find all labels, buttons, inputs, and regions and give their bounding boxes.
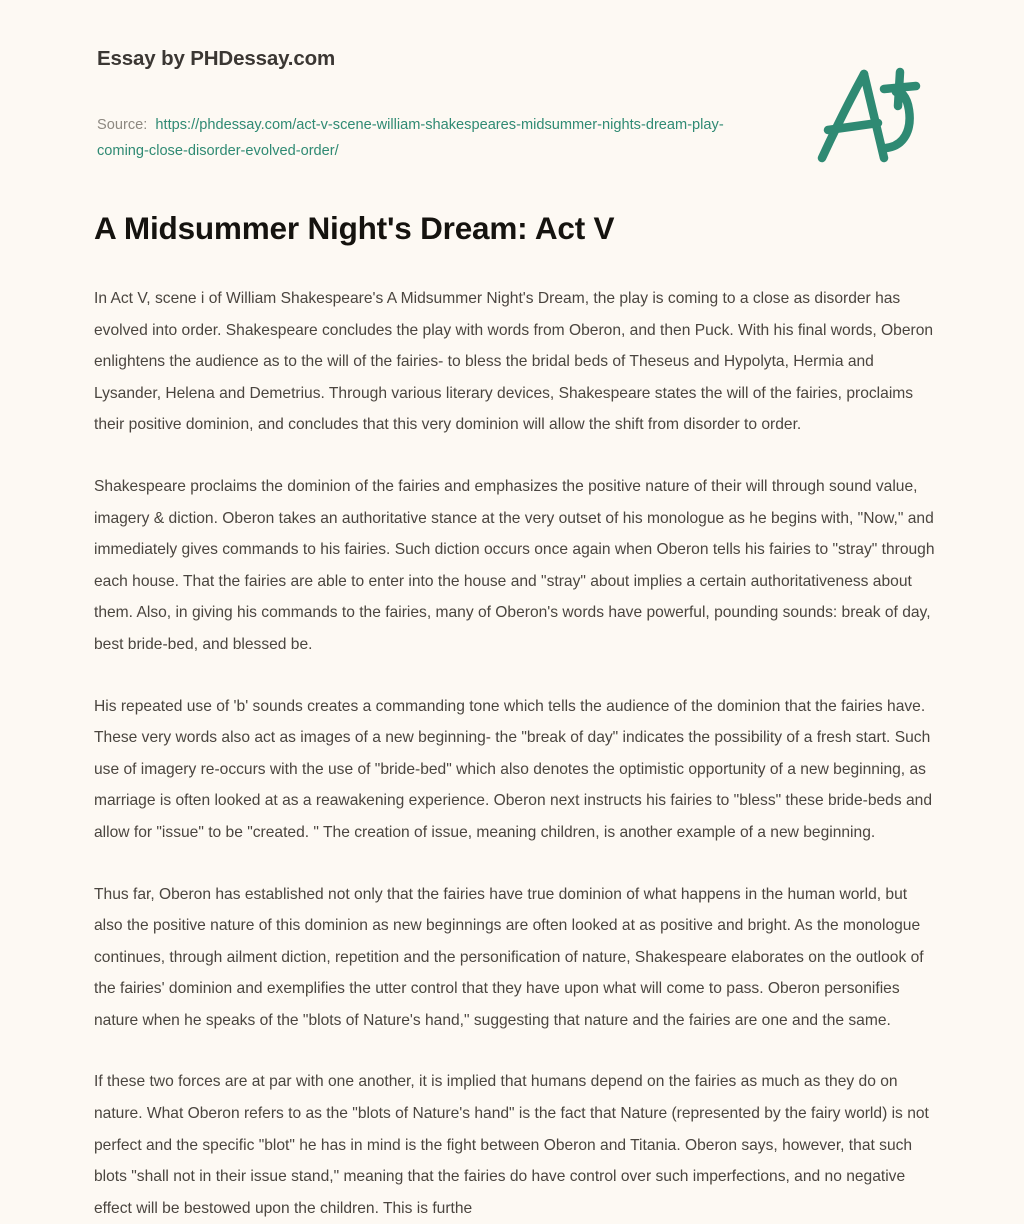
brand-byline: Essay by PHDessay.com bbox=[97, 47, 336, 70]
body-paragraph: In Act V, scene i of William Shakespeare's A Midsummer Night's Dream, the play is coming to a close as disorder has evolved into order. Shakespeare concludes the play with words from Oberon, and then Puck. With his final words, Oberon enlightens the audience as to the will of the fairies- to bless the bridal beds of Theseus and Hypolyta, Hermia and Lysander, Helena and Demetrius. Through various literary devices, Shakespeare states the will of the fairies, proclaims their positive dominion, and concludes that this very dominion will allow the shift from disorder to order. bbox=[94, 290, 934, 434]
body-paragraph: Shakespeare proclaims the dominion of the fairies and emphasizes the positive nature of their will through sound value, imagery & diction. Oberon takes an authoritative stance at the very outset of his monologue as he begins with, "Now," and immediately gives commands to his fairies. Such diction occurs once again when Oberon tells his fairies to "stray" through each house. That the fairies are able to enter into the house and "stray" about implies a certain authoritativeness about them. Also, in giving his commands to the fairies, many of Oberon's words have powerful, pounding sounds: break of day, best bride-bed, and blessed be. bbox=[94, 477, 935, 653]
a-plus-logo-icon bbox=[812, 62, 932, 172]
source-label: Source: bbox=[97, 117, 148, 133]
source-url-link[interactable]: https://phdessay.com/act-v-scene-william-shakespeares-midsummer-nights-dream-play-coming-close-disorder-evolved-order/ bbox=[97, 117, 724, 159]
page-header bbox=[0, 0, 1024, 200]
body-paragraph: If these two forces are at par with one another, it is implied that humans depend on the fairies as much as they do on nature. What Oberon refers to as the "blots of Nature's hand" is the fact that Nature (represented by the fairy world) is not perfect and the specific "blot" he has in mind is the fight between Oberon and Titania. Oberon says, however, that such blots "shall not in their issue stand," meaning that the fairies do have control over such imperfections, and no negative effect will be bestowed upon the children. This is furthe bbox=[94, 1073, 929, 1217]
body-paragraph: Thus far, Oberon has established not only that the fairies have true dominion of what happens in the human world, but also the positive nature of this dominion as new beginnings are often looked at as positive and bright. As the monologue continues, through ailment diction, repetition and the personification of nature, Shakespeare elaborates on the outlook of the fairies' dominion and exemplifies the utter control that they have upon what will come to pass. Oberon personifies nature when he speaks of the "blots of Nature's hand," suggesting that nature and the fairies are one and the same. bbox=[94, 885, 924, 1029]
body-paragraph: His repeated use of 'b' sounds creates a commanding tone which tells the audience of the dominion that the fairies have. These very words also act as images of a new beginning- the "break of day" indicates the possibility of a fresh start. Such use of imagery re-occurs with the use of "bride-bed" which also denotes the optimistic opportunity of a new beginning, as marriage is often looked at as a reawakening experience. Oberon next instructs his fairies to "bless" these bride-beds and allow for "issue" to be "created. " The creation of issue, meaning children, is another example of a new beginning. bbox=[94, 697, 932, 841]
source-attribution bbox=[97, 112, 747, 164]
page-title: A Midsummer Night's Dream: Act V bbox=[94, 210, 615, 246]
essay-body bbox=[94, 283, 940, 1224]
